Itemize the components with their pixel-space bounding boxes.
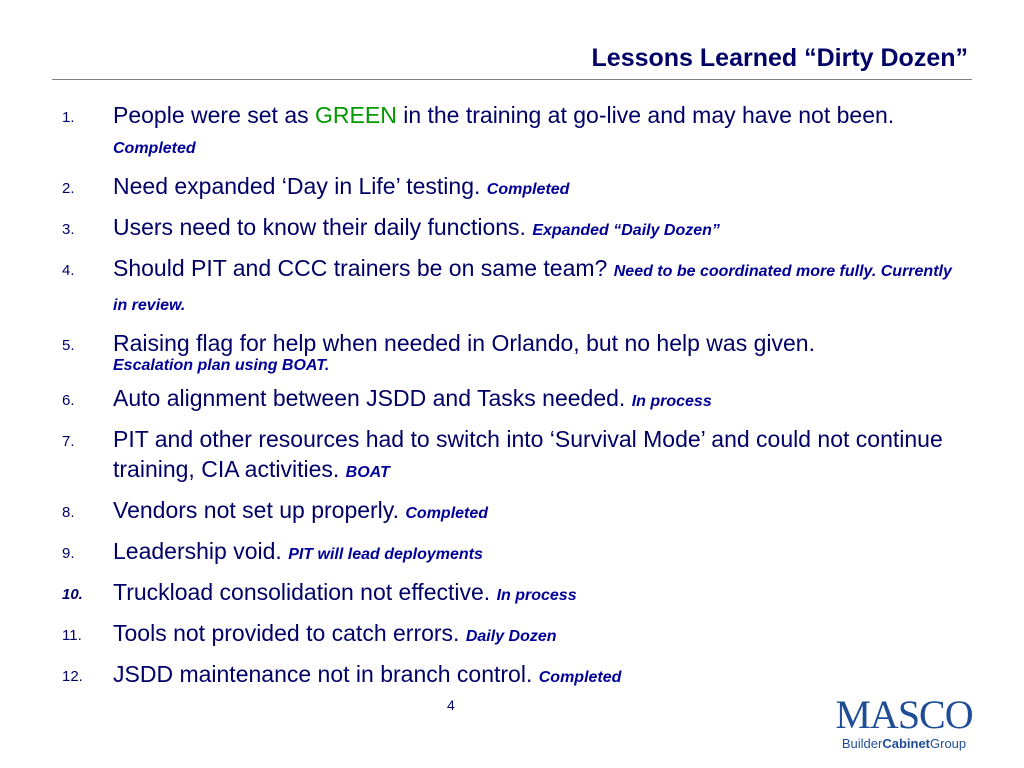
item-text: Auto alignment between JSDD and Tasks needed. [113, 385, 632, 411]
item-highlight: GREEN [315, 102, 397, 128]
list-item [0, 100, 1024, 164]
item-number: 4. [62, 262, 75, 279]
item-number: 2. [62, 180, 75, 197]
item-number: 9. [62, 545, 75, 562]
item-text: Truckload consolidation not effective. [113, 579, 497, 605]
list-item [0, 424, 1024, 488]
item-text: Raising flag for help when needed in Orlando, but no help was given. [113, 330, 815, 356]
logo-sub-group: Group [930, 736, 967, 751]
item-number: 6. [62, 392, 75, 409]
list-item [0, 328, 1024, 376]
item-status: Completed [486, 181, 570, 198]
slide-title: Lessons Learned “Dirty Dozen” [591, 44, 968, 72]
item-number: 1. [62, 109, 75, 126]
list-item [0, 495, 1024, 529]
item-status: Expanded “Daily Dozen” [532, 222, 720, 239]
item-number: 3. [62, 221, 75, 238]
item-status: In process [496, 587, 577, 604]
item-number: 5. [62, 337, 75, 354]
logo-sub-builder: Builder [841, 736, 883, 751]
masco-logo [834, 692, 974, 751]
logo-wordmark: MASCO [835, 692, 973, 737]
list-item [0, 536, 1024, 570]
item-number: 12. [62, 668, 83, 685]
item-number: 8. [62, 504, 75, 521]
item-status: Daily Dozen [465, 628, 557, 645]
list-item [0, 253, 1024, 321]
list-item [0, 383, 1024, 417]
item-status: Completed [405, 505, 489, 522]
title-divider [52, 79, 972, 80]
item-text: People were set as [113, 102, 316, 128]
item-text: Need expanded ‘Day in Life’ testing. [113, 173, 487, 199]
logo-subtitle [834, 736, 974, 751]
item-text: JSDD maintenance not in branch control. [113, 661, 539, 687]
item-status: Completed [113, 140, 196, 157]
item-text: PIT and other resources had to switch into ‘Survival Mode’ and could not continue training, CIA activities. [113, 426, 943, 482]
page-number: 4 [447, 697, 455, 713]
logo-sub-cabinet: Cabinet [882, 736, 930, 751]
lessons-list [0, 100, 1024, 700]
list-item [0, 577, 1024, 611]
item-status: Need to be coordinated more fully. Currently in review. [113, 263, 952, 314]
list-item [0, 659, 1024, 693]
item-text: Leadership void. [113, 538, 289, 564]
item-text: in the training at go-live and may have not been. [396, 102, 895, 128]
item-status: In process [631, 393, 712, 410]
item-status: BOAT [345, 464, 390, 481]
list-item [0, 171, 1024, 205]
item-status: PIT will lead deployments [288, 546, 483, 563]
list-item [0, 618, 1024, 652]
list-item [0, 212, 1024, 246]
item-text: Vendors not set up properly. [113, 497, 406, 523]
item-text: Should PIT and CCC trainers be on same team? [113, 255, 614, 281]
item-status: Escalation plan using BOAT. [113, 357, 330, 374]
item-number: 10. [62, 586, 83, 603]
item-number: 11. [62, 627, 82, 644]
item-text: Tools not provided to catch errors. [113, 620, 466, 646]
item-status: Completed [538, 669, 622, 686]
item-text: Users need to know their daily functions. [113, 214, 533, 240]
item-number: 7. [62, 433, 75, 450]
